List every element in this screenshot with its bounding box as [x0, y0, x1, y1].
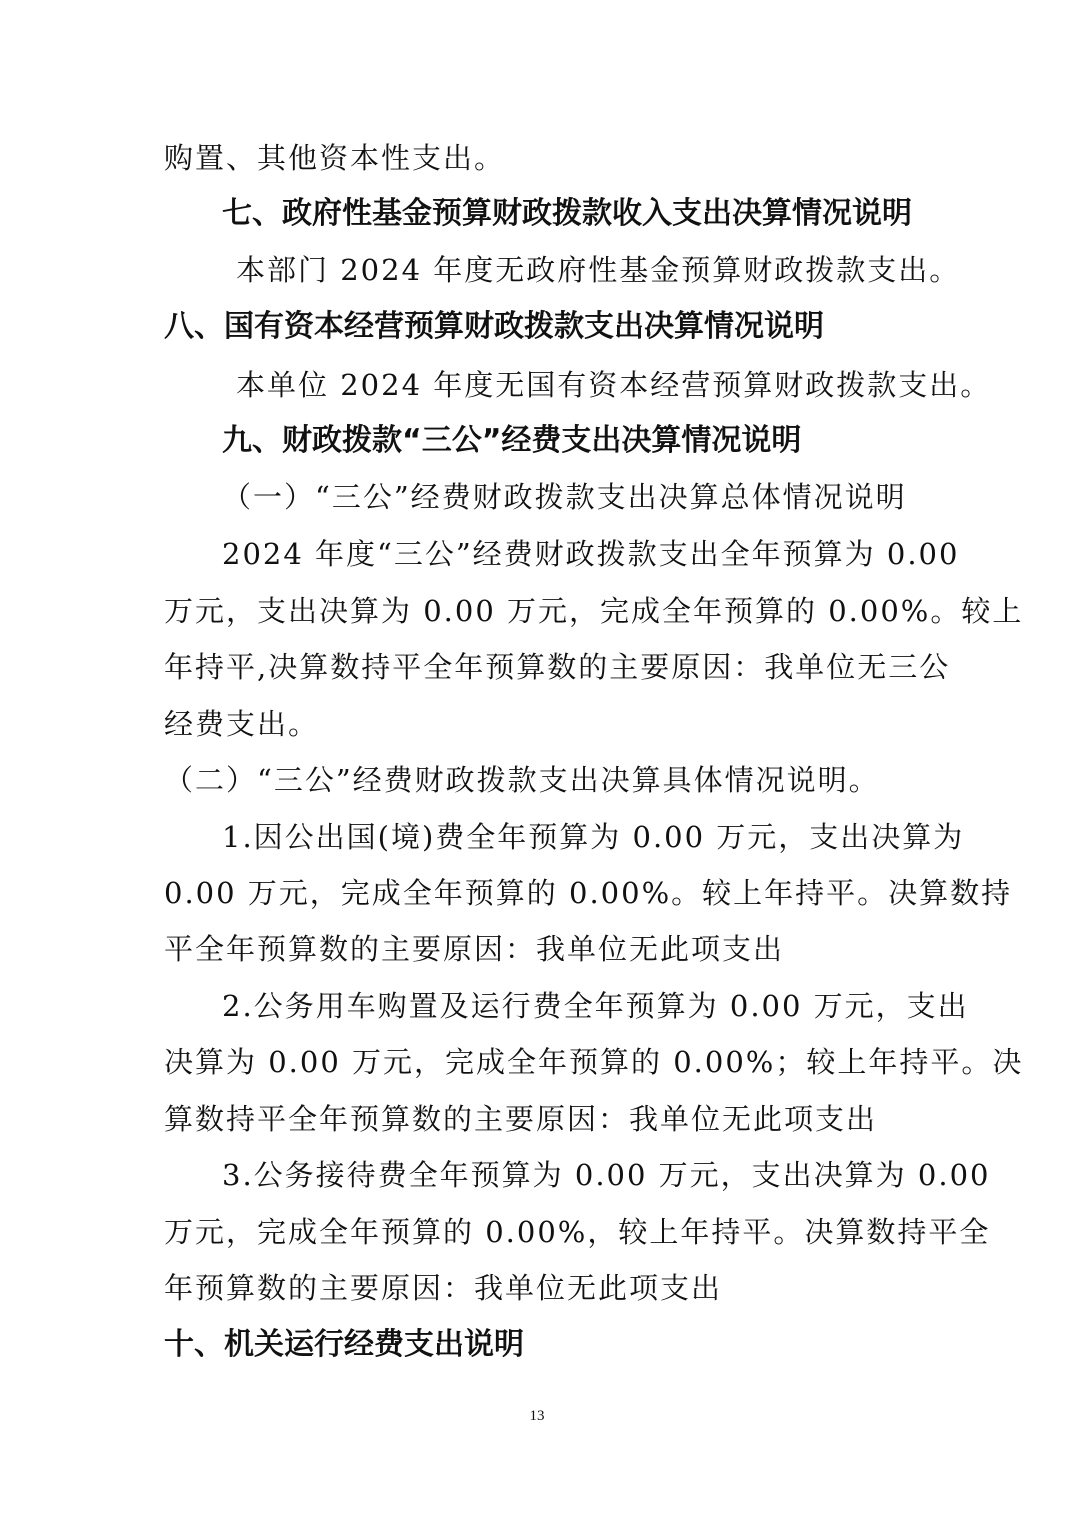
- subsection-heading: （二）“三公”经费财政拨款支出决算具体情况说明。: [164, 763, 880, 797]
- text-line: 2.公务用车购置及运行费全年预算为 0.00 万元，支出: [222, 989, 969, 1023]
- text-line: 决算为 0.00 万元，完成全年预算的 0.00%；较上年持平。决: [164, 1045, 1024, 1079]
- text-line: 算数持平全年预算数的主要原因：我单位无此项支出: [164, 1102, 878, 1136]
- section-heading-7: 七、政府性基金预算财政拨款收入支出决算情况说明: [222, 196, 912, 231]
- section-heading-9: 九、财政拨款“三公”经费支出决算情况说明: [222, 423, 802, 458]
- text-line: 年预算数的主要原因：我单位无此项支出: [164, 1271, 723, 1305]
- page-number: 13: [529, 1408, 545, 1424]
- text-line: 平全年预算数的主要原因：我单位无此项支出: [164, 932, 785, 966]
- text-line: 3.公务接待费全年预算为 0.00 万元，支出决算为 0.00: [222, 1158, 991, 1192]
- text-line: 经费支出。: [164, 707, 320, 741]
- text-line: 万元，完成全年预算的 0.00%，较上年持平。决算数持平全: [164, 1215, 991, 1249]
- section-heading-10: 十、机关运行经费支出说明: [164, 1327, 524, 1362]
- section-heading-8: 八、国有资本经营预算财政拨款支出决算情况说明: [164, 309, 824, 344]
- text-line: 2024 年度“三公”经费财政拨款支出全年预算为 0.00: [222, 537, 960, 571]
- text-line: 年持平,决算数持平全年预算数的主要原因：我单位无三公: [164, 650, 951, 684]
- text-line: 1.因公出国(境)费全年预算为 0.00 万元，支出决算为: [222, 820, 965, 854]
- text-line: 购置、其他资本性支出。: [164, 141, 506, 175]
- text-line: 0.00 万元，完成全年预算的 0.00%。较上年持平。决算数持: [164, 876, 1013, 910]
- subsection-heading: （一）“三公”经费财政拨款支出决算总体情况说明: [222, 480, 907, 514]
- text-line: 本部门 2024 年度无政府性基金预算财政拨款支出。: [236, 253, 961, 287]
- text-line: 本单位 2024 年度无国有资本经营预算财政拨款支出。: [236, 368, 992, 402]
- text-line: 万元，支出决算为 0.00 万元，完成全年预算的 0.00%。较上: [164, 594, 1024, 628]
